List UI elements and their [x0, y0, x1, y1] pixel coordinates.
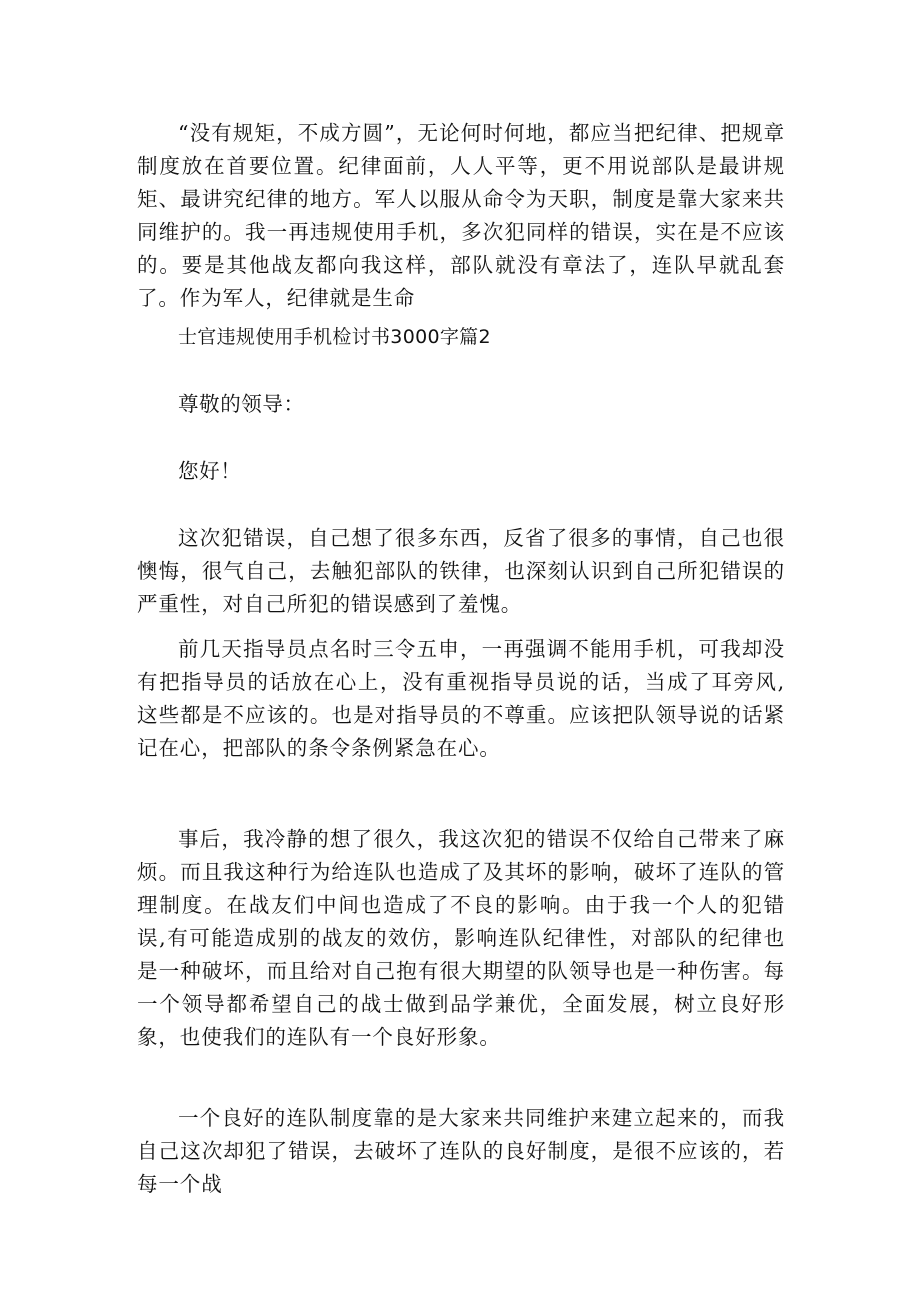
paragraph-consequences: 事后，我冷静的想了很久，我这次犯的错误不仅给自己带来了麻烦。而且我这种行为给连队也造成了及其坏的影响，破坏了连队的管理制度。在战友们中间也造成了不良的影响。由于我一个人的犯错误,有可能造成别的战友的效仿，影响连队纪律性，对部队的纪律也是一种破坏，而且给对自己抱有很大期望的队领导也是一种伤害。每一个领导都希望自己的战士做到品学兼优，全面发展，树立良好形象，也使我们的连队有一个良好形象。 — [137, 827, 785, 1049]
paragraph-reflection: 这次犯错误，自己想了很多东西，反省了很多的事情，自己也很懊悔，很气自己，去触犯部队的铁律，也深刻认识到自己所犯错误的严重性，对自己所犯的错误感到了羞愧。 — [137, 526, 785, 616]
greeting: 您好！ — [178, 459, 242, 483]
paragraph-instructor: 前几天指导员点名时三令五申，一再强调不能用手机，可我却没有把指导员的话放在心上，没有重视指导员说的话，当成了耳旁风,这些都是不应该的。也是对指导员的不尊重。应该把队领导说的话紧记在心，把部队的条令条例紧急在心。 — [137, 637, 785, 760]
salutation: 尊敬的领导： — [178, 392, 305, 416]
section-heading: 士官违规使用手机检讨书3000字篇2 — [178, 326, 491, 348]
paragraph-discipline: “没有规矩，不成方圆”，无论何时何地，都应当把纪律、把规章制度放在首要位置。纪律面前，人人平等，更不用说部队是最讲规矩、最讲究纪律的地方。军人以服从命令为天职，制度是靠大家来共同维护的。我一再违规使用手机，多次犯同样的错误，实在是不应该的。要是其他战友都向我这样，部队就没有章法了，连队早就乱套了。作为军人，纪律就是生命 — [137, 121, 785, 310]
paragraph-company-system: 一个良好的连队制度靠的是大家来共同维护来建立起来的，而我自己这次却犯了错误，去破坏了连队的良好制度，是很不应该的，若每一个战 — [137, 1106, 785, 1196]
